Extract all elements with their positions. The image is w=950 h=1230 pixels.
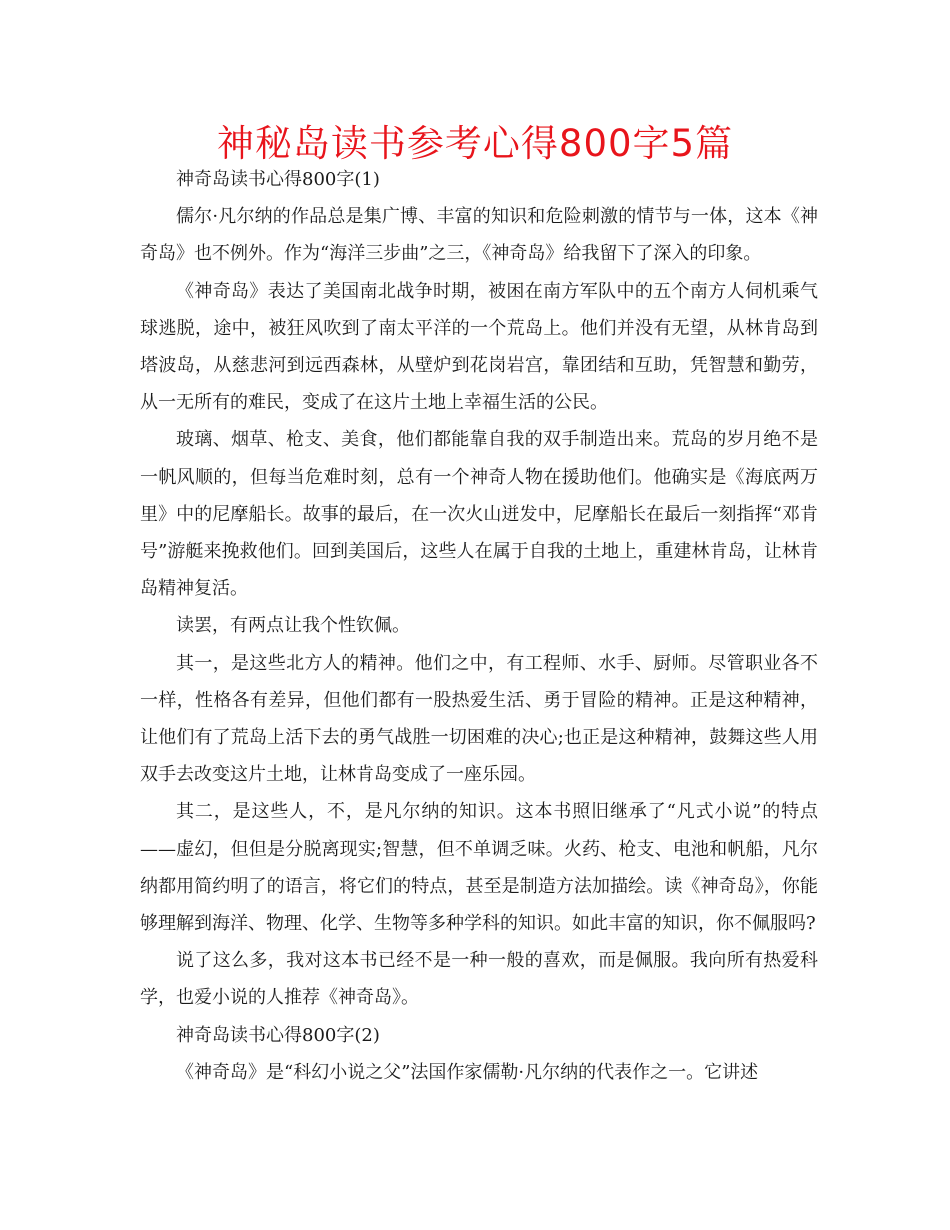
paragraph: 读罢，有两点让我个性钦佩。 — [176, 615, 410, 637]
paragraph: 说了这么多，我对这本书已经不是一种一般的喜欢，而是佩服。我向所有热爱科学，也爱小说的人推荐《神奇岛》。 — [140, 950, 818, 1009]
paragraph: 《神奇岛》表达了美国南北战争时期，被困在南方军队中的五个南方人伺机乘气球逃脱，途中，被狂风吹到了南太平洋的一个荒岛上。他们并没有无望，从林肯岛到塔波岛，从慈悲河到远西森林，从壁炉到花岗岩宫，靠团结和互助，凭智慧和勤劳，从一无所有的难民，变成了在这片土地上幸福生活的公民。 — [140, 280, 818, 414]
section-heading-2: 神奇岛读书心得800字(2) — [176, 1024, 380, 1046]
document-title: 神秘岛读书参考心得800字5篇 — [216, 122, 734, 165]
paragraph: 其二，是这些人，不，是凡尔纳的知识。这本书照旧继承了“凡式小说”的特点——虚幻，但但是分脱离现实;智慧，但不单调乏味。火药、枪支、电池和帆船，凡尔纳都用简约明了的语言，将它们的特点，甚至是制造方法加描绘。读《神奇岛》，你能够理解到海洋、物理、化学、生物等多种学科的知识。如此丰富的知识，你不佩服吗? — [140, 801, 818, 935]
paragraph: 其一，是这些北方人的精神。他们之中，有工程师、水手、厨师。尽管职业各不一样，性格各有差异，但他们都有一股热爱生活、勇于冒险的精神。正是这种精神，让他们有了荒岛上活下去的勇气战胜一切困难的决心;也正是这种精神，鼓舞这些人用双手去改变这片土地，让林肯岛变成了一座乐园。 — [140, 652, 818, 786]
section-heading-1: 神奇岛读书心得800字(1) — [176, 169, 380, 190]
document-body — [140, 161, 818, 1091]
paragraph: 玻璃、烟草、枪支、美食，他们都能靠自我的双手制造出来。荒岛的岁月绝不是一帆风顺的，但每当危难时刻，总有一个神奇人物在援助他们。他确实是《海底两万里》中的尼摩船长。故事的最后，在一次火山迸发中，尼摩船长在最后一刻指挥“邓肯号”游艇来挽救他们。回到美国后，这些人在属于自我的土地上，重建林肯岛，让林肯岛精神复活。 — [140, 429, 818, 600]
paragraph: 儒尔·凡尔纳的作品总是集广博、丰富的知识和危险刺激的情节与一体，这本《神奇岛》也不例外。作为“海洋三步曲”之三，《神奇岛》给我留下了深入的印象。 — [140, 206, 818, 265]
paragraph: 《神奇岛》是“科幻小说之父”法国作家儒勒·凡尔纳的代表作之一。它讲述 — [176, 1061, 759, 1083]
